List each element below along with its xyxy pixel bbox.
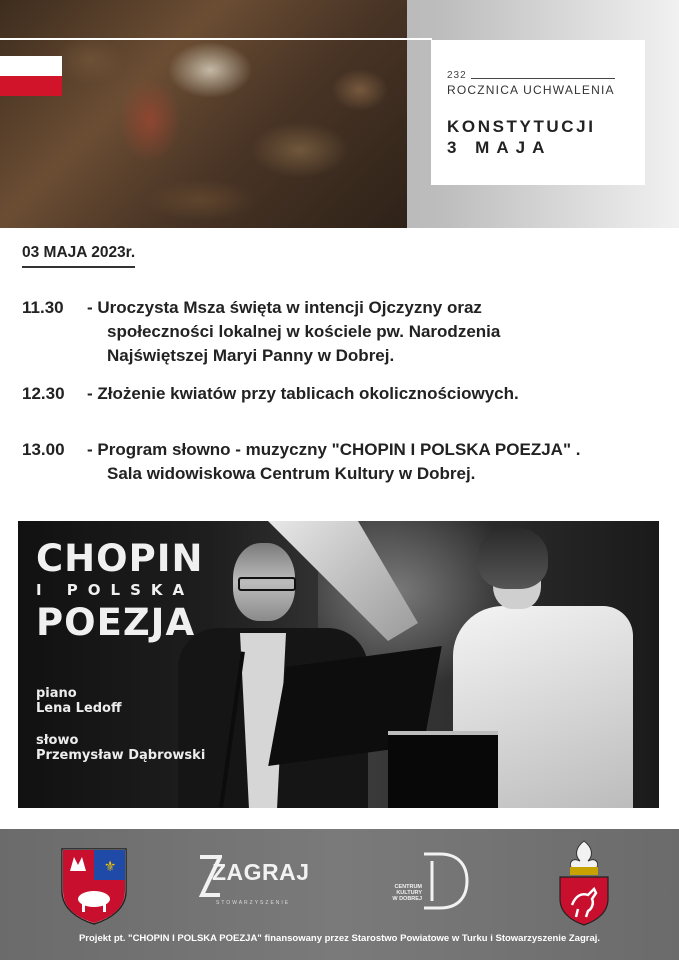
centrum-kultury-logo-text: CENTRUM KULTURY W DOBREJ: [392, 884, 422, 902]
number-underline: [471, 78, 615, 79]
event-time: 13.00: [22, 440, 65, 459]
constitution-painting: [0, 0, 407, 228]
event-time: 12.30: [22, 384, 65, 403]
event-line: - Program słowno - muzyczny "CHOPIN I POLSKA POEZJA" .: [87, 440, 581, 459]
event-description: [87, 296, 500, 368]
credit-piano-role: piano: [36, 686, 77, 701]
event-date: 03 MAJA 2023r.: [22, 244, 135, 268]
polish-flag-icon: [0, 56, 62, 96]
credit-word-role: słowo: [36, 733, 79, 748]
centrum-kultury-logo-icon: [420, 851, 470, 911]
event-line: Sala widowiskowa Centrum Kultury w Dobrej.: [107, 464, 476, 483]
anniversary-line3: 3 MAJA: [447, 138, 552, 157]
concert-banner-photo: [18, 521, 659, 808]
credit-word-name: Przemysław Dąbrowski: [36, 748, 206, 763]
header-banner: [0, 0, 679, 228]
anniversary-title-card: [431, 40, 645, 185]
sponsor-footer: [0, 829, 679, 960]
event-time: 11.30: [22, 298, 64, 317]
event-line: - Uroczysta Msza święta w intencji Ojczyzny oraz: [87, 298, 482, 317]
svg-text:⚜: ⚜: [103, 859, 117, 875]
event-description: [87, 438, 580, 486]
anniversary-line2: KONSTYTUCJI: [447, 117, 596, 136]
header-divider: [0, 38, 432, 40]
piano-keys: [388, 731, 498, 808]
powiat-coat-of-arms-icon: [60, 847, 128, 925]
credit-piano-name: Lena Ledoff: [36, 701, 122, 716]
funding-note: Projekt pt. "CHOPIN I POLSKA POEZJA" finansowany przez Starostwo Powiatowe w Turku i Stowarzyszenie Zagraj.: [78, 933, 601, 944]
dobra-coat-of-arms-icon: [556, 839, 612, 927]
concert-title-line1: CHOPIN: [36, 537, 204, 580]
zagraj-logo-subtitle: STOWARZYSZENIE: [216, 900, 291, 906]
concert-title-line2: I POLSKA: [36, 581, 195, 599]
event-line: społeczności lokalnej w kościele pw. Narodzenia: [107, 322, 501, 341]
event-line: Najświętszej Maryi Panny w Dobrej.: [107, 346, 395, 365]
zagraj-logo-text: ZAGRAJ: [212, 859, 310, 885]
anniversary-number: 232: [447, 70, 467, 81]
event-line: - Złożenie kwiatów przy tablicach okolicznościowych.: [87, 384, 519, 403]
event-description: [87, 382, 519, 406]
anniversary-line1: ROCZNICA UCHWALENIA: [447, 83, 615, 97]
concert-title-line3: POEZJA: [36, 601, 196, 644]
